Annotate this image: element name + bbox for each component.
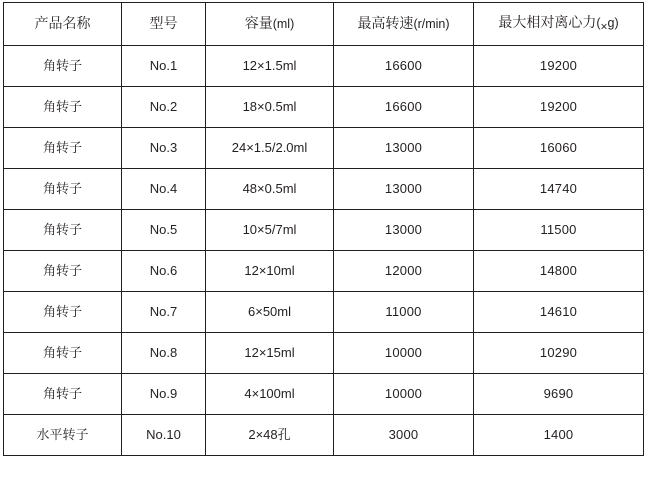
column-header-unit: (r/min) [413, 17, 450, 32]
cell-product-name: 角转子 [4, 210, 122, 251]
table-row [4, 251, 644, 292]
table-header-row [4, 3, 644, 46]
table-row [4, 210, 644, 251]
cell-capacity: 10×5/7ml [206, 210, 334, 251]
cell-product-name: 角转子 [4, 128, 122, 169]
cell-product-name: 角转子 [4, 169, 122, 210]
cell-model: No.7 [122, 292, 206, 333]
cell-max-speed: 3000 [334, 415, 474, 456]
rotor-spec-table [3, 2, 644, 456]
cell-capacity: 2×48孔 [206, 415, 334, 456]
table-row [4, 87, 644, 128]
cell-max-rcf: 19200 [474, 46, 644, 87]
cell-product-name: 角转子 [4, 46, 122, 87]
cell-max-speed: 10000 [334, 374, 474, 415]
cell-capacity: 24×1.5/2.0ml [206, 128, 334, 169]
table-row [4, 415, 644, 456]
column-header-label: 型号 [149, 15, 178, 32]
cell-product-name: 角转子 [4, 251, 122, 292]
cell-max-rcf: 9690 [474, 374, 644, 415]
cell-model: No.9 [122, 374, 206, 415]
table-row [4, 128, 644, 169]
column-header-max-rcf [474, 3, 644, 46]
table-row [4, 333, 644, 374]
cell-product-name: 水平转子 [4, 415, 122, 456]
cell-max-speed: 11000 [334, 292, 474, 333]
column-header-label: 容量 [244, 15, 273, 32]
cell-max-rcf: 19200 [474, 87, 644, 128]
column-header-unit-sub: × [600, 19, 608, 34]
cell-max-rcf: 16060 [474, 128, 644, 169]
cell-product-name: 角转子 [4, 374, 122, 415]
cell-max-speed: 13000 [334, 169, 474, 210]
table-row [4, 292, 644, 333]
cell-max-speed: 13000 [334, 210, 474, 251]
cell-capacity: 6×50ml [206, 292, 334, 333]
cell-model: No.10 [122, 415, 206, 456]
cell-max-rcf: 14740 [474, 169, 644, 210]
column-header-model [122, 3, 206, 46]
column-header-max-speed [334, 3, 474, 46]
cell-model: No.5 [122, 210, 206, 251]
table-header [4, 3, 644, 46]
cell-max-rcf: 10290 [474, 333, 644, 374]
cell-capacity: 12×15ml [206, 333, 334, 374]
column-header-unit: (×g) [596, 16, 619, 34]
cell-max-rcf: 1400 [474, 415, 644, 456]
cell-max-speed: 12000 [334, 251, 474, 292]
table-row [4, 169, 644, 210]
cell-model: No.8 [122, 333, 206, 374]
cell-capacity: 4×100ml [206, 374, 334, 415]
table-body [4, 46, 644, 456]
cell-product-name: 角转子 [4, 87, 122, 128]
table-row [4, 46, 644, 87]
table-row [4, 374, 644, 415]
column-header-label: 最高转速 [357, 15, 414, 32]
cell-product-name: 角转子 [4, 333, 122, 374]
cell-capacity: 48×0.5ml [206, 169, 334, 210]
cell-max-speed: 16600 [334, 46, 474, 87]
column-header-label: 产品名称 [34, 15, 91, 32]
column-header-label: 最大相对离心力 [498, 14, 597, 31]
cell-max-rcf: 11500 [474, 210, 644, 251]
cell-model: No.1 [122, 46, 206, 87]
cell-product-name: 角转子 [4, 292, 122, 333]
cell-max-speed: 13000 [334, 128, 474, 169]
cell-capacity: 12×10ml [206, 251, 334, 292]
cell-capacity: 12×1.5ml [206, 46, 334, 87]
cell-capacity: 18×0.5ml [206, 87, 334, 128]
column-header-unit: (ml) [272, 17, 295, 32]
column-header-product-name [4, 3, 122, 46]
cell-model: No.3 [122, 128, 206, 169]
cell-model: No.6 [122, 251, 206, 292]
cell-max-rcf: 14610 [474, 292, 644, 333]
cell-max-speed: 16600 [334, 87, 474, 128]
cell-max-speed: 10000 [334, 333, 474, 374]
cell-max-rcf: 14800 [474, 251, 644, 292]
column-header-capacity [206, 3, 334, 46]
cell-model: No.4 [122, 169, 206, 210]
cell-model: No.2 [122, 87, 206, 128]
